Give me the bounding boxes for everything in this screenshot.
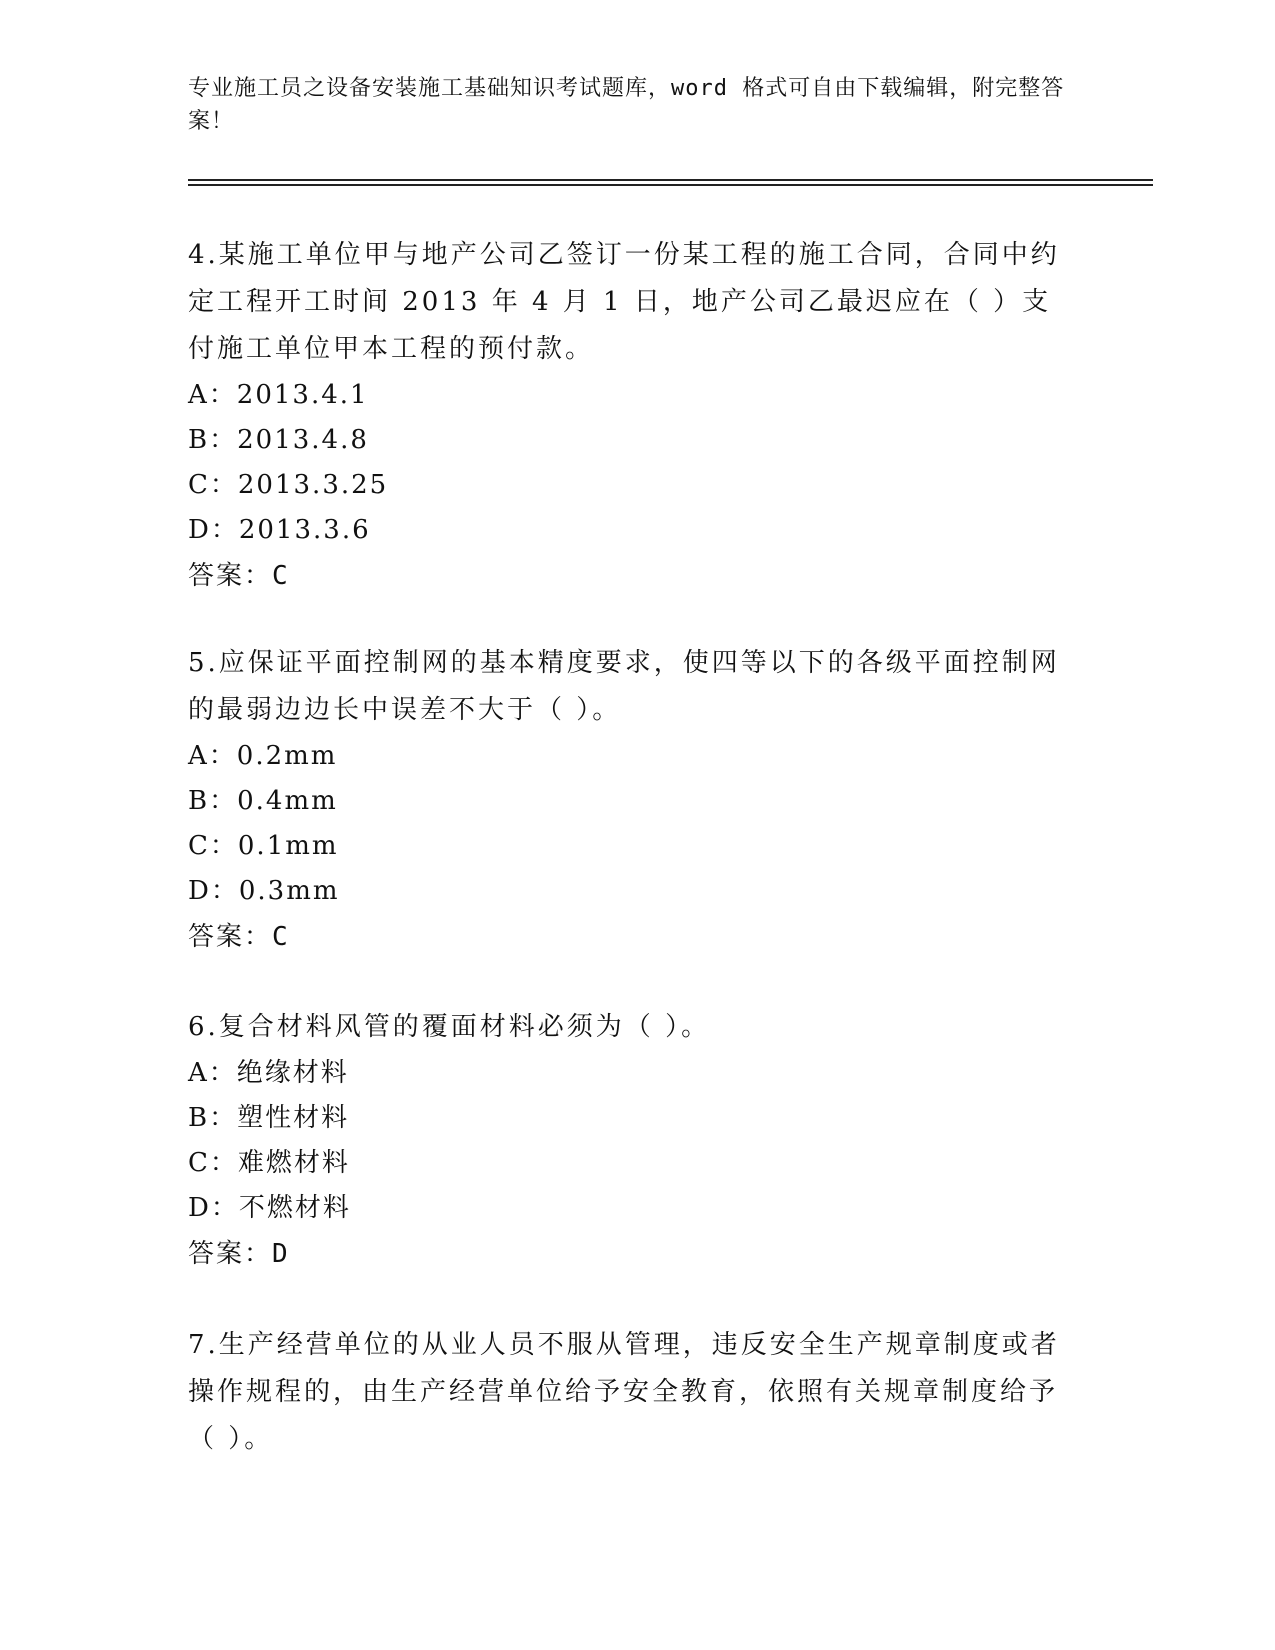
option-b: B：0.4mm bbox=[188, 786, 338, 816]
answer: 答案：C bbox=[188, 922, 290, 952]
option-a: A：绝缘材料 bbox=[188, 1058, 349, 1088]
question-stem: 4.某施工单位甲与地产公司乙签订一份某工程的施工合同，合同中约定工程开工时间 2013 年 4 月 1 日，地产公司乙最迟应在（ ）支付施工单位甲本工程的预付款。 bbox=[188, 240, 1060, 364]
option-d: D：不燃材料 bbox=[188, 1193, 351, 1223]
question-6 bbox=[188, 1004, 1068, 1277]
question-stem: 5.应保证平面控制网的基本精度要求，使四等以下的各级平面控制网的最弱边边长中误差不大于（ ）。 bbox=[188, 648, 1060, 725]
option-c: C：难燃材料 bbox=[188, 1148, 350, 1178]
answer: 答案：D bbox=[188, 1239, 290, 1269]
option-c: C：0.1mm bbox=[188, 831, 339, 861]
option-d: D：2013.3.6 bbox=[188, 515, 371, 545]
option-d: D：0.3mm bbox=[188, 876, 340, 906]
option-b: B：塑性材料 bbox=[188, 1103, 350, 1133]
option-b: B：2013.4.8 bbox=[188, 425, 369, 455]
header-divider-bottom bbox=[188, 184, 1153, 186]
option-c: C：2013.3.25 bbox=[188, 470, 389, 500]
question-stem: 6.复合材料风管的覆面材料必须为（ ）。 bbox=[188, 1012, 711, 1042]
option-a: A：0.2mm bbox=[188, 741, 338, 771]
question-4 bbox=[188, 232, 1068, 599]
answer: 答案：C bbox=[188, 561, 290, 591]
question-5 bbox=[188, 640, 1068, 960]
document-header: 专业施工员之设备安装施工基础知识考试题库，word 格式可自由下载编辑，附完整答案！ bbox=[188, 76, 1065, 134]
header-divider-top bbox=[188, 179, 1153, 181]
question-stem: 7.生产经营单位的从业人员不服从管理，违反安全生产规章制度或者操作规程的，由生产经营单位给予安全教育，依照有关规章制度给予（ ）。 bbox=[188, 1330, 1060, 1454]
question-7 bbox=[188, 1322, 1068, 1463]
option-a: A：2013.4.1 bbox=[188, 380, 369, 410]
